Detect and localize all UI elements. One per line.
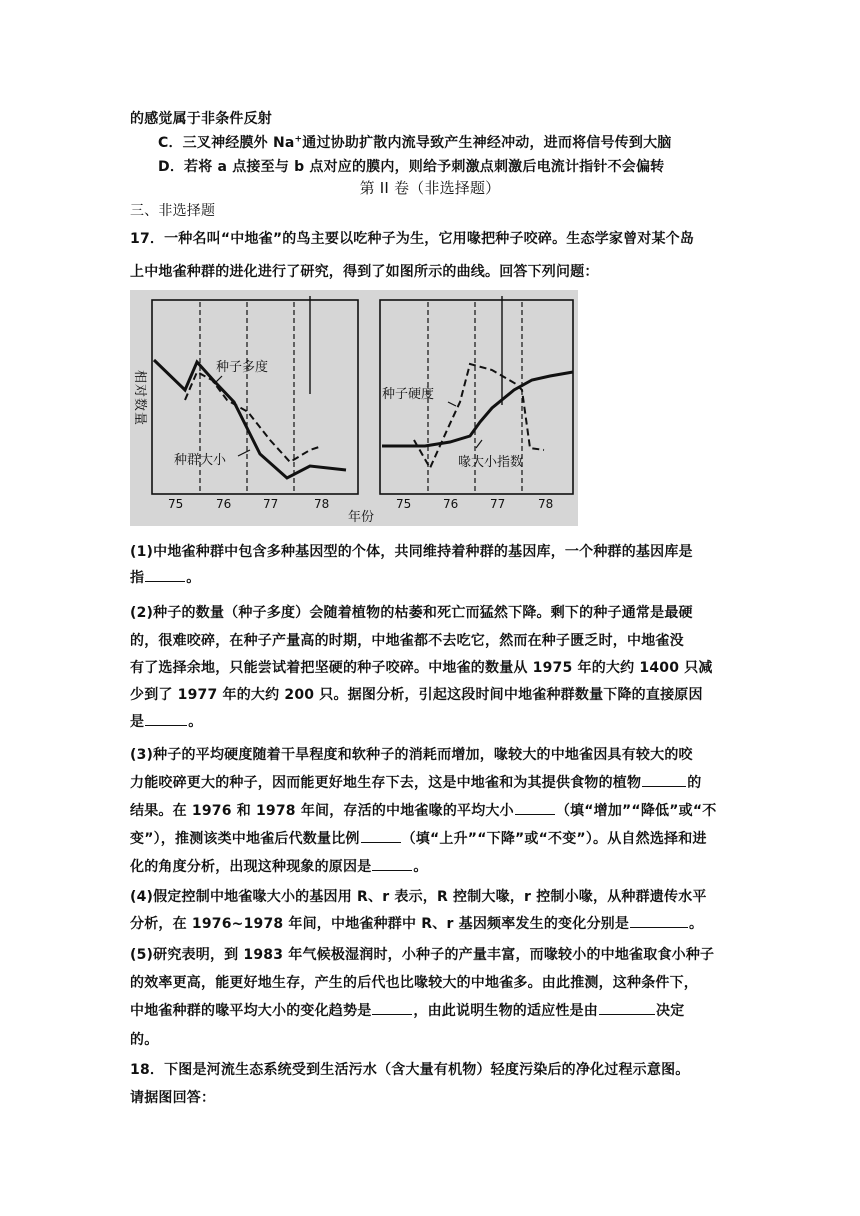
q17-part3-line5-a: 化的角度分析，出现这种现象的原因是 (130, 859, 372, 875)
section-title: 第 II 卷（非选择题） (359, 179, 501, 197)
q17-part3-line2-b: 的 (687, 775, 702, 791)
q17-part4-line1: (4)假定控制中地雀喙大小的基因用 R、r 表示，R 控制大喙，r 控制小喙，从种群遗传水平 (130, 889, 707, 905)
q17-part5-line3-a: 中地雀种群的喙平均大小的变化趋势是 (130, 1003, 372, 1019)
q17-stem-1: 17．一种名叫“中地雀”的鸟主要以吃种子为生，它用喙把种子咬碎。生态学家曾对某个岛 (130, 231, 695, 247)
q17-part3-line3-a: 结果。在 1976 和 1978 年间，存活的中地雀喙的平均大小 (130, 803, 514, 819)
q17-part1-text-b: 。 (186, 570, 201, 586)
q17-part5-line3-b: ，由此说明生物的适应性是由 (413, 1003, 599, 1019)
q17-part5-line1: (5)研究表明，到 1983 年气候极湿润时，小种子的产量丰富，而喙较小的中地雀取食小种子 (130, 947, 715, 963)
q17-part4-line2 (130, 913, 703, 933)
q17-part5-line2: 的效率更高，能更好地生存，产生的后代也比喙较大的中地雀多。由此推测，这种条件下， (130, 975, 698, 991)
q16-option-c-text-b: 通过协助扩散内流导致产生神经冲动，进而将信号传到大脑 (302, 135, 672, 151)
left-tick-label: 77 (263, 497, 279, 511)
seed-hardness-curve (414, 364, 544, 468)
finch-figure (130, 290, 578, 526)
label-pointer (238, 450, 250, 456)
q17-part3-line2-a: 力能咬碎更大的种子，因而能更好地生存下去，这是中地雀和为其提供食物的植物 (130, 775, 642, 791)
q17-part3-line3-b: （填“增加”“降低”或“不 (555, 803, 717, 819)
q17-part5-line4: 的。 (130, 1032, 159, 1048)
q17-part2-text-b: 。 (188, 714, 203, 730)
left-dashed-label: 种子多度 (216, 360, 269, 375)
right-tick-label: 75 (396, 497, 412, 511)
label-pointer (476, 440, 482, 448)
q17-part1-line2 (130, 567, 200, 587)
q17-part3-line5 (130, 856, 428, 876)
q17-part3-line3 (130, 800, 716, 820)
right-tick-label: 78 (538, 497, 554, 511)
q16-option-d: D．若将 a 点接至与 b 点对应的膜内，则给予刺激点刺激后电流计指针不会偏转 (158, 159, 665, 175)
right-dashed-label: 种子硬度 (382, 387, 435, 402)
q17-part3-line1: (3)种子的平均硬度随着干旱程度和软种子的消耗而增加，喙较大的中地雀因具有较大的咬 (130, 747, 693, 763)
right-solid-label: 喙大小指数 (458, 455, 524, 470)
y-axis-label (132, 370, 148, 426)
answer-blank (642, 772, 686, 787)
label-pointer (448, 402, 456, 406)
q17-part2-text-a: 是 (130, 714, 145, 730)
q17-stem-2: 上中地雀种群的进化进行了研究，得到了如图所示的曲线。回答下列问题： (130, 264, 599, 280)
q17-part3-line4-b: （填“上升”“下降”或“不变”）。从自然选择和进 (401, 831, 707, 847)
q17-part3-line4 (130, 828, 707, 848)
q16-option-c (158, 132, 671, 152)
finch-figure-svg (130, 290, 578, 526)
left-tick-label: 76 (216, 497, 232, 511)
q16-option-b-end: 的感觉属于非条件反射 (130, 111, 272, 127)
q17-part5-line3 (130, 1000, 684, 1020)
right-tick-label: 77 (490, 497, 506, 511)
y-axis-label-text: 相对数量 (132, 370, 147, 427)
answer-blank (515, 800, 555, 815)
beak-size-curve (382, 372, 573, 446)
q17-part4-text-b: 。 (689, 916, 704, 932)
left-tick-label: 75 (168, 497, 184, 511)
answer-blank (145, 711, 187, 726)
q17-part1-line1: (1)中地雀种群中包含多种基因型的个体，共同维持着种群的基因库，一个种群的基因库是 (130, 544, 693, 560)
q17-part2-line4: 少到了 1977 年的大约 200 只。据图分析，引起这段时间中地雀种群数量下降的直接原因 (130, 687, 703, 703)
q17-part2-line2: 的，很难咬碎，在种子产量高的时期，中地雀都不去吃它，然而在种子匮乏时，中地雀没 (130, 633, 684, 649)
q18-stem-1: 18．下图是河流生态系统受到生活污水（含大量有机物）轻度污染后的净化过程示意图。 (130, 1062, 690, 1078)
q17-part1-text-a: 指 (130, 570, 145, 586)
right-tick-label: 76 (443, 497, 459, 511)
answer-blank (599, 1000, 655, 1015)
answer-blank (145, 567, 185, 582)
answer-blank (630, 913, 688, 928)
q17-part5-line3-c: 决定 (656, 1003, 685, 1019)
answer-blank (372, 856, 412, 871)
left-solid-label: 种群大小 (174, 453, 227, 468)
q18-stem-2: 请据图回答： (130, 1090, 216, 1106)
q17-part4-text-a: 分析，在 1976~1978 年间，中地雀种群中 R、r 基因频率发生的变化分别是 (130, 916, 630, 932)
q17-part3-line2 (130, 772, 701, 792)
q17-part3-line4-a: 变”），推测该类中地雀后代数量比例 (130, 831, 360, 847)
left-tick-label: 78 (314, 497, 330, 511)
q17-part2-line3: 有了选择余地，只能尝试着把坚硬的种子咬碎。中地雀的数量从 1975 年的大约 1400 只减 (130, 660, 713, 676)
answer-blank (361, 828, 401, 843)
q17-part2-line1: (2)种子的数量（种子多度）会随着植物的枯萎和死亡而猛然下降。剩下的种子通常是最硬 (130, 605, 693, 621)
seed-abundance-curve (185, 372, 322, 462)
q17-part2-line5 (130, 711, 202, 731)
sodium-superscript: + (294, 134, 303, 145)
q16-option-c-text-a: C．三叉神经膜外 Na (158, 135, 295, 151)
part-heading: 三、非选择题 (130, 203, 216, 219)
x-axis-label: 年份 (348, 510, 375, 525)
answer-blank (372, 1000, 412, 1015)
q17-part3-line5-b: 。 (413, 859, 428, 875)
